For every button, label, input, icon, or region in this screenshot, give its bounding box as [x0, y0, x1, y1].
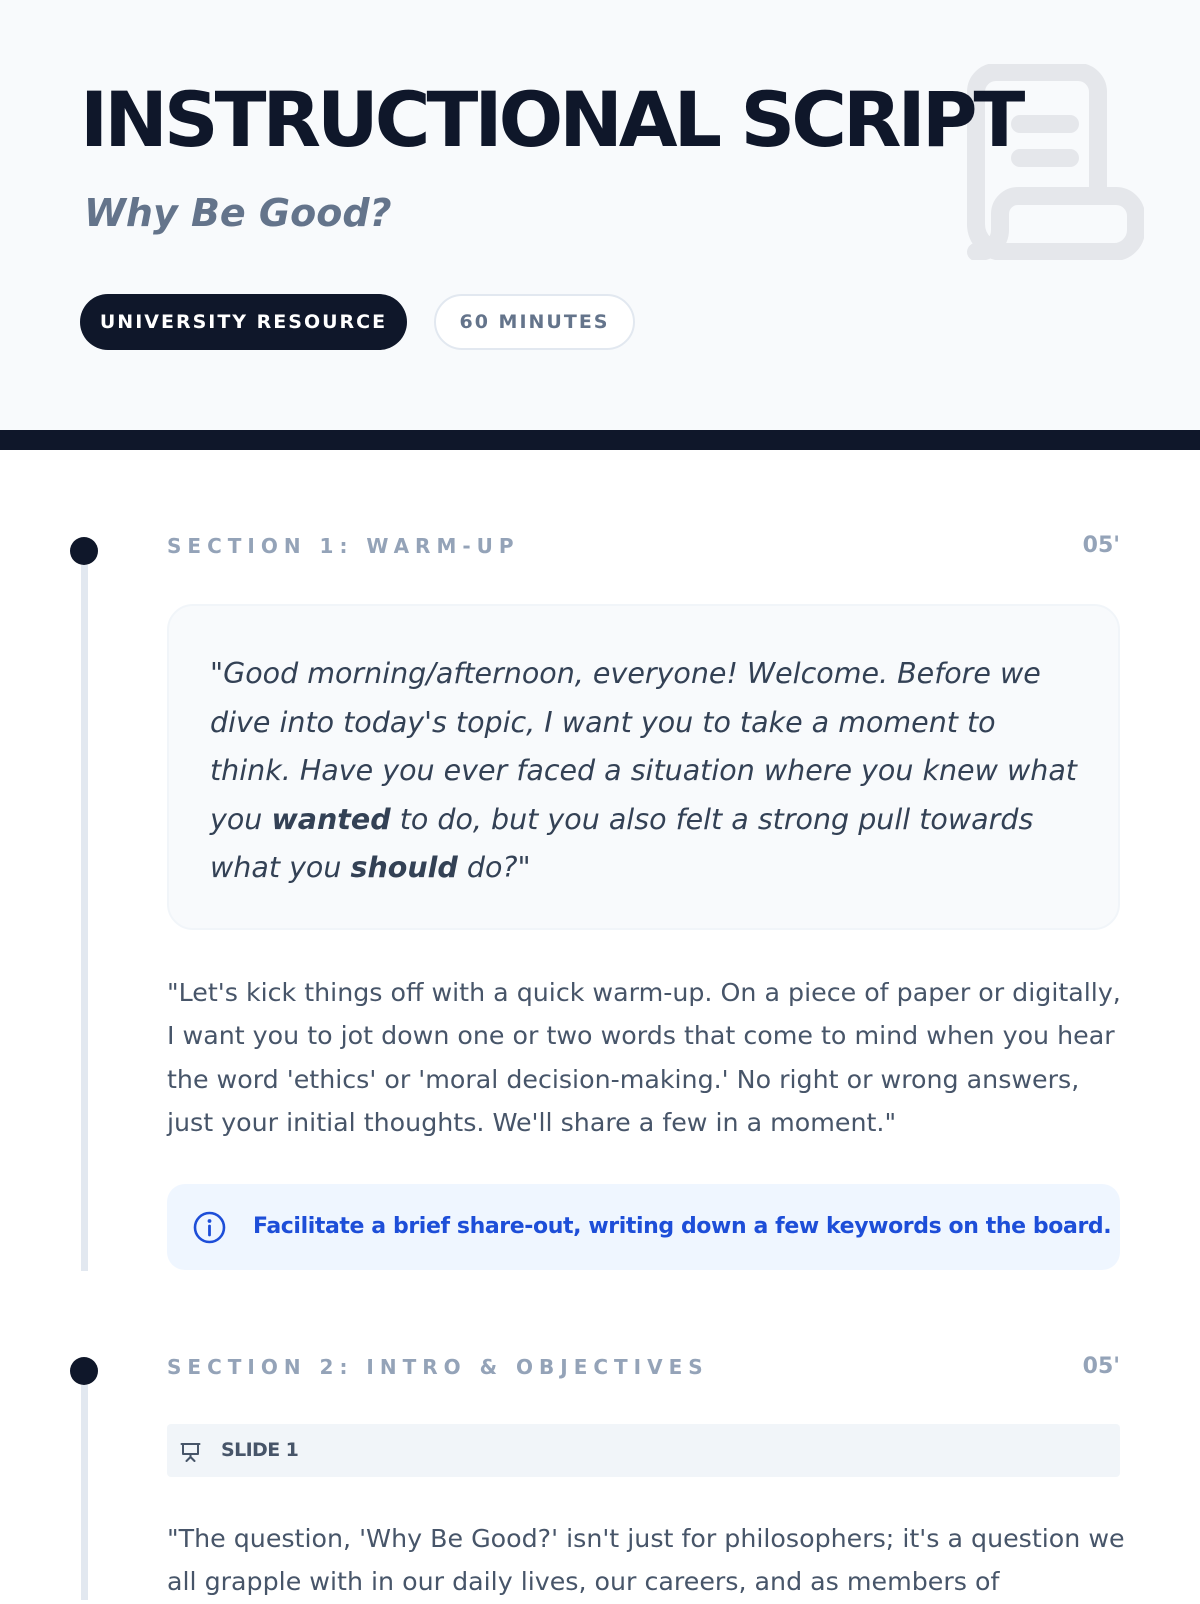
section-label: SECTION 1: WARM-UP [167, 534, 520, 558]
slide-label: SLIDE 1 [221, 1439, 299, 1461]
timeline-line [81, 1385, 88, 1600]
presentation-icon [180, 1441, 201, 1462]
script-paragraph: "The question, 'Why Be Good?' isn't just for philosophers; it's a question we all grapple with in our daily lives, our careers, and as members of [167, 1524, 1125, 1597]
timeline-dot [70, 537, 98, 565]
emphasis-wanted: wanted [271, 802, 391, 836]
facilitator-note [167, 1184, 1120, 1270]
emphasis-should: should [350, 851, 458, 884]
section-label: SECTION 2: INTRO & OBJECTIVES [167, 1355, 709, 1379]
note-text: Facilitate a brief share-out, writing down a few keywords on the board. [253, 1214, 1112, 1239]
slide-marker [167, 1424, 1120, 1477]
script-quote [167, 604, 1120, 930]
section-time: 05' [1082, 1354, 1120, 1379]
script-paragraph: "Let's kick things off with a quick warm-up. On a piece of paper or digitally, I want you to jot down one or two words that come to mind when you hear the word 'ethics' or 'moral decision-making.' No right or wrong answers, just your initial thoughts. We'll share a few in a moment." [167, 978, 1121, 1137]
document-subtitle: Why Be Good? [84, 191, 392, 235]
timeline-line [81, 565, 88, 1271]
info-icon [193, 1211, 226, 1244]
header-divider [0, 430, 1200, 450]
document-title: INSTRUCTIONAL SCRIPT [80, 75, 1022, 164]
page-header [0, 0, 1200, 430]
timeline-dot [70, 1357, 98, 1385]
section-time: 05' [1082, 533, 1120, 558]
badge-university-resource: UNIVERSITY RESOURCE [80, 294, 407, 350]
quote-text: "Good morning/afternoon, everyone! Welcome. Before we dive into today's topic, I want you to take a moment to think. Have you ever faced a situation where you knew what you wanted to do, but you also felt a strong pull towards what you should do?" [210, 657, 1077, 884]
badge-duration: 60 MINUTES [434, 294, 635, 350]
